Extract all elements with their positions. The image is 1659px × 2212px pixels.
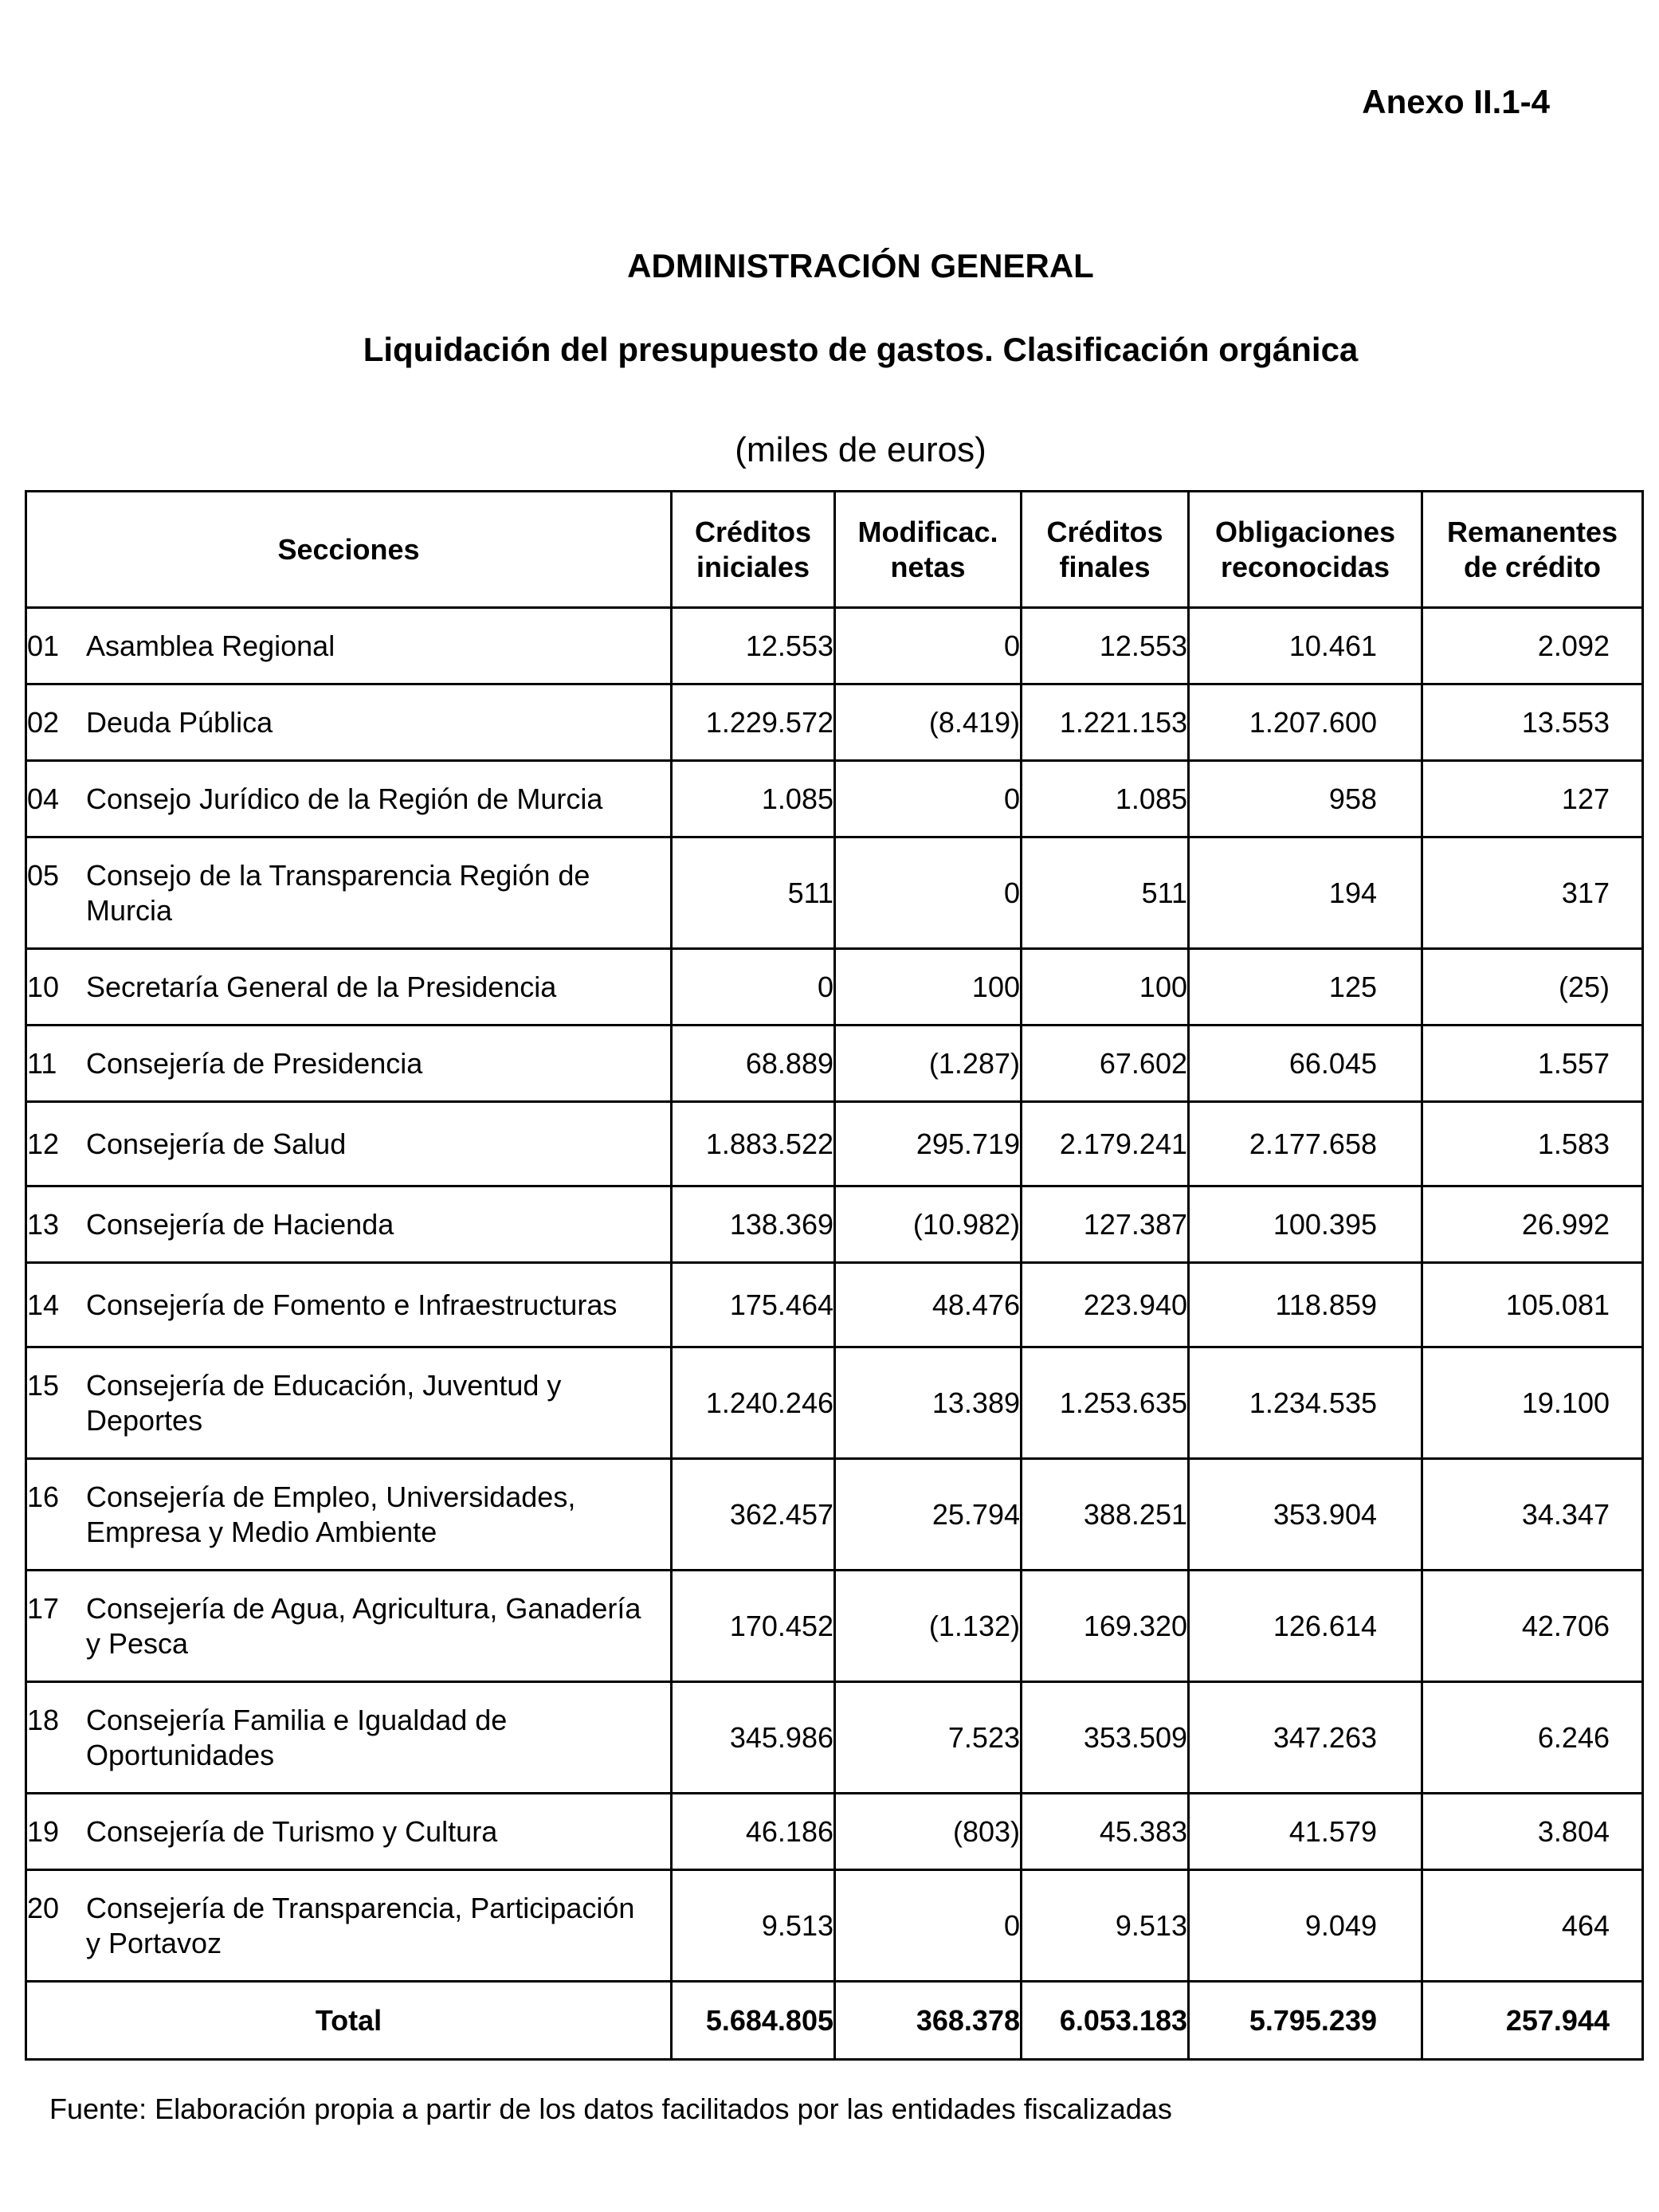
obligaciones-cell: 1.207.600 (1189, 684, 1422, 761)
header-modificaciones: Modificac. netas (835, 492, 1022, 608)
section-name: Consejería de Hacienda (86, 1207, 394, 1241)
remanentes-cell: 317 (1422, 837, 1643, 949)
table-row (26, 1263, 1643, 1347)
section-name: Consejería de Presidencia (86, 1046, 423, 1080)
section-name: Consejería de Educación, Juventud y Deportes (86, 1368, 562, 1437)
obligaciones-cell: 9.049 (1189, 1870, 1422, 1982)
table-row (26, 608, 1643, 684)
modificaciones-cell: (803) (835, 1794, 1022, 1870)
total-creditos-iniciales: 5.684.805 (672, 1982, 835, 2060)
section-code: 17 (27, 1591, 60, 1625)
annex-label: Anexo II.1-4 (1362, 83, 1550, 120)
section-name: Consejería de Empleo, Universidades, Empresa y Medio Ambiente (86, 1480, 576, 1548)
section-code: 11 (27, 1046, 57, 1080)
section-cell (26, 608, 672, 684)
table-row (26, 1102, 1643, 1186)
section-code: 19 (27, 1814, 60, 1848)
total-label: Total (26, 1982, 672, 2060)
creditos-iniciales-cell: 9.513 (672, 1870, 835, 1982)
modificaciones-cell: 25.794 (835, 1459, 1022, 1571)
creditos-finales-cell: 100 (1022, 949, 1189, 1026)
section-code: 20 (27, 1891, 60, 1924)
creditos-finales-cell: 67.602 (1022, 1026, 1189, 1102)
creditos-finales-cell: 45.383 (1022, 1794, 1189, 1870)
table-row (26, 1682, 1643, 1794)
obligaciones-cell: 126.614 (1189, 1571, 1422, 1682)
modificaciones-cell: 100 (835, 949, 1022, 1026)
page-title: ADMINISTRACIÓN GENERAL (627, 247, 1094, 284)
creditos-iniciales-cell: 1.229.572 (672, 684, 835, 761)
section-code: 15 (27, 1368, 60, 1402)
section-name: Deuda Pública (86, 705, 273, 739)
remanentes-cell: (25) (1422, 949, 1643, 1026)
section-code: 14 (27, 1288, 60, 1321)
page-subtitle: Liquidación del presupuesto de gastos. Clasificación orgánica (363, 331, 1359, 368)
remanentes-cell: 127 (1422, 761, 1643, 837)
creditos-iniciales-cell: 46.186 (672, 1794, 835, 1870)
section-name: Consejería de Agua, Agricultura, Ganadería y Pesca (86, 1591, 641, 1660)
section-cell (26, 1459, 672, 1571)
section-cell (26, 1870, 672, 1982)
creditos-iniciales-cell: 170.452 (672, 1571, 835, 1682)
remanentes-cell: 3.804 (1422, 1794, 1643, 1870)
remanentes-cell: 26.992 (1422, 1186, 1643, 1263)
section-name: Consejo Jurídico de la Región de Murcia (86, 782, 603, 815)
creditos-finales-cell: 223.940 (1022, 1263, 1189, 1347)
section-cell (26, 837, 672, 949)
source-note: Fuente: Elaboración propia a partir de los datos facilitados por las entidades fiscalizadas (49, 2092, 1172, 2125)
section-cell (26, 684, 672, 761)
budget-table (25, 490, 1644, 2061)
remanentes-cell: 464 (1422, 1870, 1643, 1982)
modificaciones-cell: 295.719 (835, 1102, 1022, 1186)
obligaciones-cell: 194 (1189, 837, 1422, 949)
creditos-finales-cell: 511 (1022, 837, 1189, 949)
obligaciones-cell: 347.263 (1189, 1682, 1422, 1794)
creditos-iniciales-cell: 138.369 (672, 1186, 835, 1263)
obligaciones-cell: 118.859 (1189, 1263, 1422, 1347)
total-remanentes: 257.944 (1422, 1982, 1643, 2060)
section-code: 01 (27, 629, 60, 662)
creditos-finales-cell: 353.509 (1022, 1682, 1189, 1794)
remanentes-cell: 19.100 (1422, 1347, 1643, 1459)
header-creditos-iniciales: Créditos iniciales (672, 492, 835, 608)
section-name: Consejería de Transparencia, Participación y Portavoz (86, 1891, 635, 1959)
table-row (26, 1794, 1643, 1870)
obligaciones-cell: 125 (1189, 949, 1422, 1026)
creditos-finales-cell: 9.513 (1022, 1870, 1189, 1982)
obligaciones-cell: 958 (1189, 761, 1422, 837)
section-code: 02 (27, 705, 60, 739)
modificaciones-cell: 0 (835, 837, 1022, 949)
total-obligaciones: 5.795.239 (1189, 1982, 1422, 2060)
modificaciones-cell: (1.287) (835, 1026, 1022, 1102)
header-obligaciones: Obligaciones reconocidas (1189, 492, 1422, 608)
creditos-iniciales-cell: 345.986 (672, 1682, 835, 1794)
section-name: Consejería Familia e Igualdad de Oportunidades (86, 1703, 508, 1771)
table-row (26, 1571, 1643, 1682)
obligaciones-cell: 353.904 (1189, 1459, 1422, 1571)
modificaciones-cell: 0 (835, 1870, 1022, 1982)
section-name: Consejo de la Transparencia Región de Murcia (86, 858, 590, 927)
table-row (26, 949, 1643, 1026)
section-cell (26, 1186, 672, 1263)
units-label: (miles de euros) (735, 430, 986, 469)
section-code: 12 (27, 1127, 60, 1160)
creditos-finales-cell: 388.251 (1022, 1459, 1189, 1571)
section-cell (26, 1026, 672, 1102)
modificaciones-cell: 13.389 (835, 1347, 1022, 1459)
section-name: Asamblea Regional (86, 629, 335, 662)
header-secciones: Secciones (26, 492, 672, 608)
obligaciones-cell: 66.045 (1189, 1026, 1422, 1102)
modificaciones-cell: (1.132) (835, 1571, 1022, 1682)
section-cell (26, 1794, 672, 1870)
remanentes-cell: 105.081 (1422, 1263, 1643, 1347)
section-name: Consejería de Fomento e Infraestructuras (86, 1288, 618, 1321)
table-row (26, 1870, 1643, 1982)
creditos-finales-cell: 1.253.635 (1022, 1347, 1189, 1459)
section-name: Secretaría General de la Presidencia (86, 970, 557, 1003)
modificaciones-cell: (8.419) (835, 684, 1022, 761)
creditos-iniciales-cell: 1.240.246 (672, 1347, 835, 1459)
creditos-iniciales-cell: 1.085 (672, 761, 835, 837)
modificaciones-cell: 48.476 (835, 1263, 1022, 1347)
modificaciones-cell: 0 (835, 761, 1022, 837)
table-row (26, 761, 1643, 837)
creditos-iniciales-cell: 0 (672, 949, 835, 1026)
obligaciones-cell: 2.177.658 (1189, 1102, 1422, 1186)
obligaciones-cell: 1.234.535 (1189, 1347, 1422, 1459)
obligaciones-cell: 10.461 (1189, 608, 1422, 684)
section-cell (26, 1102, 672, 1186)
creditos-iniciales-cell: 12.553 (672, 608, 835, 684)
remanentes-cell: 6.246 (1422, 1682, 1643, 1794)
header-creditos-finales: Créditos finales (1022, 492, 1189, 608)
total-creditos-finales: 6.053.183 (1022, 1982, 1189, 2060)
creditos-finales-cell: 1.085 (1022, 761, 1189, 837)
creditos-iniciales-cell: 175.464 (672, 1263, 835, 1347)
section-cell (26, 949, 672, 1026)
table-row (26, 837, 1643, 949)
section-cell (26, 1682, 672, 1794)
remanentes-cell: 2.092 (1422, 608, 1643, 684)
remanentes-cell: 42.706 (1422, 1571, 1643, 1682)
section-code: 16 (27, 1480, 60, 1513)
section-code: 05 (27, 858, 60, 892)
creditos-finales-cell: 12.553 (1022, 608, 1189, 684)
section-code: 18 (27, 1703, 60, 1736)
table-row (26, 1026, 1643, 1102)
total-modificaciones: 368.378 (835, 1982, 1022, 2060)
creditos-iniciales-cell: 68.889 (672, 1026, 835, 1102)
creditos-finales-cell: 169.320 (1022, 1571, 1189, 1682)
section-cell (26, 761, 672, 837)
creditos-finales-cell: 127.387 (1022, 1186, 1189, 1263)
total-row (26, 1982, 1643, 2060)
section-cell (26, 1571, 672, 1682)
table-row (26, 1459, 1643, 1571)
section-cell (26, 1347, 672, 1459)
section-code: 04 (27, 782, 60, 815)
section-code: 10 (27, 970, 60, 1003)
creditos-finales-cell: 1.221.153 (1022, 684, 1189, 761)
creditos-iniciales-cell: 362.457 (672, 1459, 835, 1571)
creditos-iniciales-cell: 511 (672, 837, 835, 949)
obligaciones-cell: 100.395 (1189, 1186, 1422, 1263)
modificaciones-cell: 0 (835, 608, 1022, 684)
remanentes-cell: 1.583 (1422, 1102, 1643, 1186)
obligaciones-cell: 41.579 (1189, 1794, 1422, 1870)
header-remanentes: Remanentes de crédito (1422, 492, 1643, 608)
remanentes-cell: 1.557 (1422, 1026, 1643, 1102)
modificaciones-cell: 7.523 (835, 1682, 1022, 1794)
section-code: 13 (27, 1207, 60, 1241)
creditos-iniciales-cell: 1.883.522 (672, 1102, 835, 1186)
remanentes-cell: 34.347 (1422, 1459, 1643, 1571)
section-name: Consejería de Turismo y Cultura (86, 1814, 498, 1848)
creditos-finales-cell: 2.179.241 (1022, 1102, 1189, 1186)
table-row (26, 684, 1643, 761)
section-name: Consejería de Salud (86, 1127, 347, 1160)
section-cell (26, 1263, 672, 1347)
table-header-row (26, 492, 1643, 608)
modificaciones-cell: (10.982) (835, 1186, 1022, 1263)
table-row (26, 1186, 1643, 1263)
table-row (26, 1347, 1643, 1459)
remanentes-cell: 13.553 (1422, 684, 1643, 761)
